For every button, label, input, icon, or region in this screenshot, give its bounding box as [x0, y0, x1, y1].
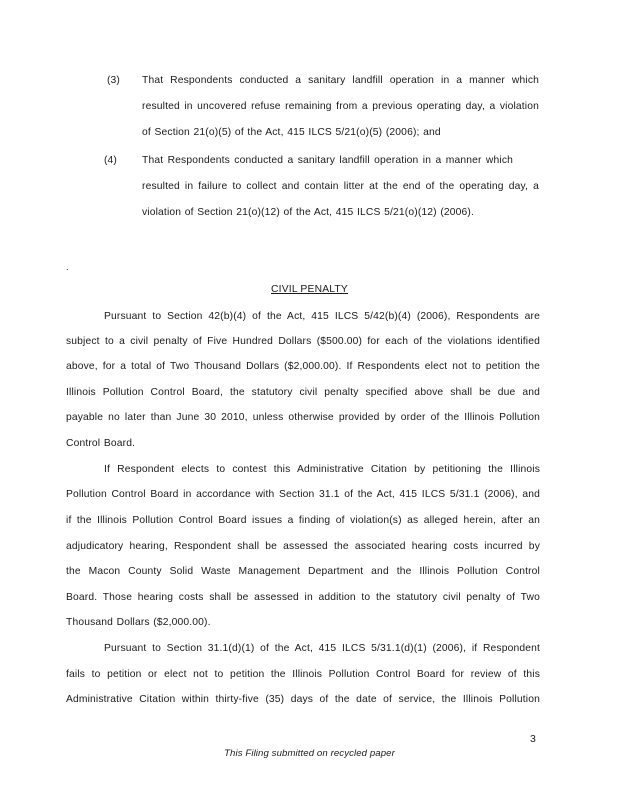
- paragraph-line: Pollution Control Board in accordance with Section 31.1 of the Act, 415 ILCS 5/31.1 (2006), and: [66, 489, 540, 500]
- paragraph-line: Pursuant to Section 31.1(d)(1) of the Act, 415 ILCS 5/31.1(d)(1) (2006), if Respondent: [104, 643, 540, 654]
- paragraph-line: Illinois Pollution Control Board, the statutory civil penalty specified above shall be due and: [66, 387, 540, 398]
- list-number: (4): [104, 155, 117, 166]
- list-line: That Respondents conducted a sanitary landfill operation in a manner which: [142, 155, 513, 166]
- list-line: violation of Section 21(o)(12) of the Act, 415 ILCS 5/21(o)(12) (2006).: [142, 207, 475, 218]
- footer-note: This Filing submitted on recycled paper: [224, 748, 395, 759]
- paragraph-line: subject to a civil penalty of Five Hundred Dollars ($500.00) for each of the violations identified: [66, 336, 540, 347]
- paragraph-line: payable no later than June 30 2010, unless otherwise provided by order of the Illinois Pollution: [66, 412, 540, 423]
- list-line: resulted in failure to collect and contain litter at the end of the operating day, a: [142, 181, 539, 192]
- list-line: resulted in uncovered refuse remaining from a previous operating day, a violation: [142, 101, 539, 112]
- paragraph-line: Board. Those hearing costs shall be assessed in addition to the statutory civil penalty of Two: [66, 592, 540, 603]
- paragraph-line: Administrative Citation within thirty-five (35) days of the date of service, the Illinois Pollution: [66, 694, 540, 705]
- paragraph-line: the Macon County Solid Waste Management Department and the Illinois Pollution Control: [66, 566, 540, 577]
- section-heading: [0, 284, 619, 295]
- paragraph-line: above, for a total of Two Thousand Dollars ($2,000.00). If Respondents elect not to petition the: [66, 361, 540, 372]
- paragraph-line: If Respondent elects to contest this Administrative Citation by petitioning the Illinois: [104, 464, 540, 475]
- paragraph-line: Thousand Dollars ($2,000.00).: [66, 617, 211, 628]
- list-number: (3): [107, 75, 120, 86]
- stray-mark: .: [66, 262, 69, 272]
- paragraph-line: Pursuant to Section 42(b)(4) of the Act, 415 ILCS 5/42(b)(4) (2006), Respondents are: [104, 311, 540, 322]
- list-line: of Section 21(o)(5) of the Act, 415 ILCS 5/21(o)(5) (2006); and: [142, 127, 441, 138]
- paragraph-line: if the Illinois Pollution Control Board issues a finding of violation(s) as alleged herein, after an: [66, 515, 540, 526]
- paragraph-line: adjudicatory hearing, Respondent shall be assessed the associated hearing costs incurred by: [66, 541, 540, 552]
- paragraph-line: Control Board.: [66, 438, 136, 449]
- list-line: That Respondents conducted a sanitary landfill operation in a manner which: [142, 75, 539, 86]
- page-number: 3: [530, 733, 536, 745]
- paragraph-line: fails to petition or elect not to petition the Illinois Pollution Control Board for review of this: [66, 669, 540, 680]
- heading-text: CIVIL PENALTY: [271, 284, 348, 295]
